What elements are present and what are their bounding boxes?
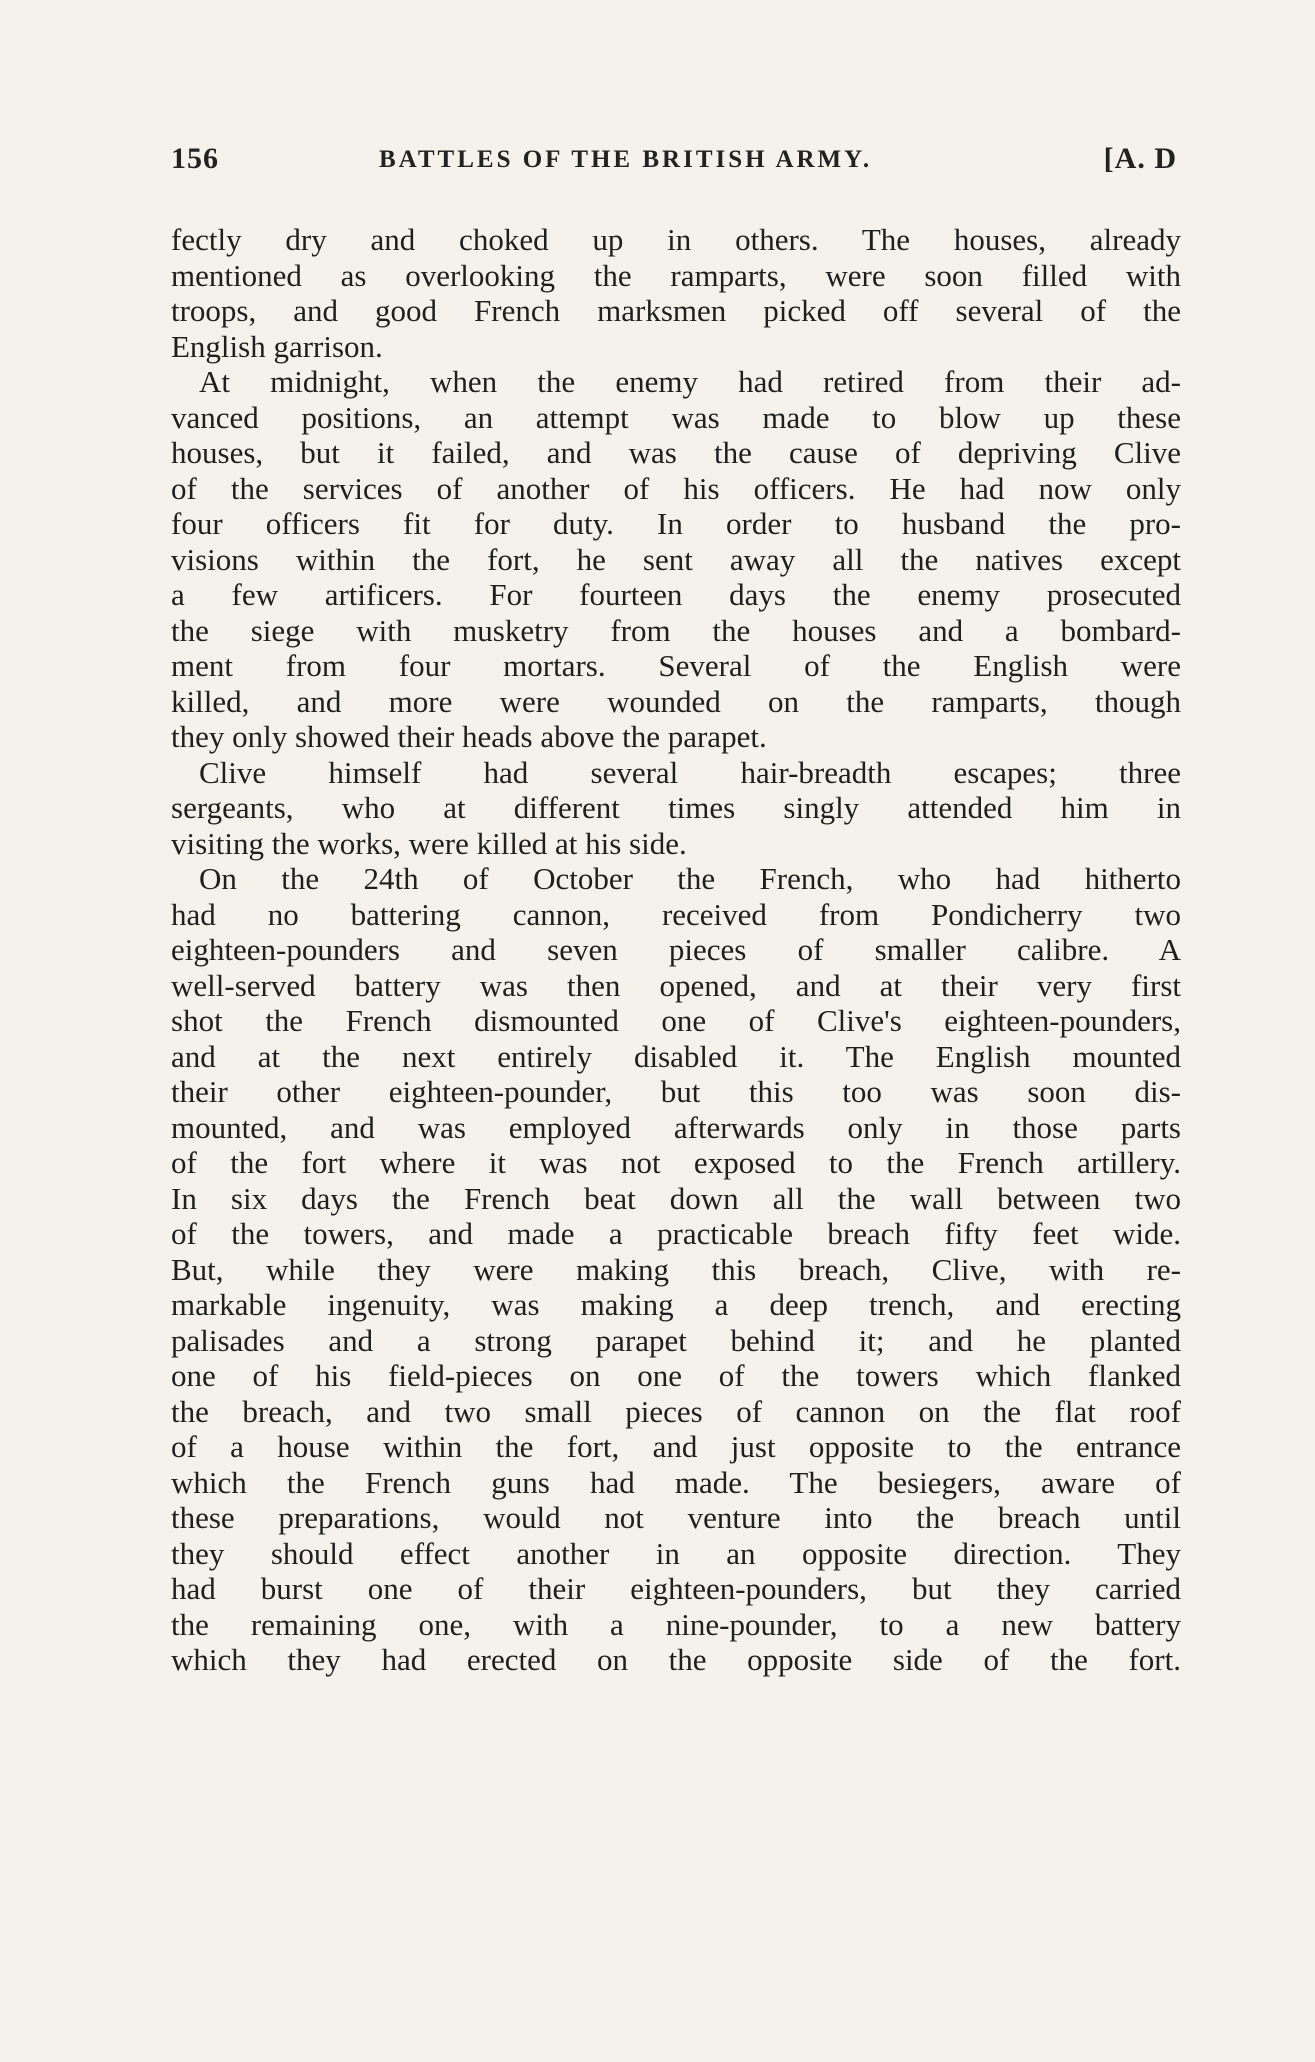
text-line: a few artificers. For fourteen days the enemy prosecuted bbox=[171, 577, 1181, 612]
page-number: 156 bbox=[171, 142, 219, 175]
text-line: shot the French dismounted one of Clive's eighteen-pounders, bbox=[171, 1003, 1181, 1038]
text-line: of the towers, and made a practicable breach fifty feet wide. bbox=[171, 1216, 1181, 1251]
page-header bbox=[171, 142, 1181, 182]
text-line: they should effect another in an opposite direction. They bbox=[171, 1535, 1181, 1571]
text-line: mentioned as overlooking the ramparts, were soon filled with bbox=[171, 257, 1181, 293]
text-line: killed, and more were wounded on the ramparts, though bbox=[171, 683, 1181, 719]
text-line: At midnight, when the enemy had retired from their ad- bbox=[199, 364, 1181, 399]
text-line: had burst one of their eighteen-pounders, but they carried bbox=[171, 1571, 1181, 1606]
text-line: ment from four mortars. Several of the English were bbox=[171, 648, 1181, 683]
text-line: which they had erected on the opposite side of the fort. bbox=[171, 1642, 1181, 1677]
text-line: they only showed their heads above the parapet. bbox=[171, 719, 767, 754]
text-line: which the French guns had made. The besiegers, aware of bbox=[171, 1464, 1181, 1500]
text-line: and at the next entirely disabled it. The English mounted bbox=[171, 1038, 1181, 1074]
body-text bbox=[171, 222, 1181, 1678]
text-line: mounted, and was employed afterwards only in those parts bbox=[171, 1109, 1181, 1145]
text-line: vanced positions, an attempt was made to blow up these bbox=[171, 399, 1181, 435]
text-line: fectly dry and choked up in others. The houses, already bbox=[171, 222, 1181, 257]
text-line: their other eighteen-pounder, but this too was soon dis- bbox=[171, 1074, 1181, 1109]
text-line: In six days the French beat down all the wall between two bbox=[171, 1180, 1181, 1216]
text-line: well-served battery was then opened, and at their very first bbox=[171, 967, 1181, 1003]
section-mark: [A. D bbox=[1103, 142, 1177, 175]
text-line: the breach, and two small pieces of cannon on the flat roof bbox=[171, 1393, 1181, 1429]
text-line: had no battering cannon, received from Pondicherry two bbox=[171, 896, 1181, 932]
text-line: visions within the fort, he sent away all the natives except bbox=[171, 541, 1181, 577]
text-line: one of his field-pieces on one of the towers which flanked bbox=[171, 1358, 1181, 1393]
text-line: of a house within the fort, and just opposite to the entrance bbox=[171, 1429, 1181, 1464]
text-line: the siege with musketry from the houses and a bombard- bbox=[171, 612, 1181, 648]
text-line: of the services of another of his officers. He had now only bbox=[171, 470, 1181, 506]
text-line: troops, and good French marksmen picked off several of the bbox=[171, 293, 1181, 328]
text-line: the remaining one, with a nine-pounder, to a new battery bbox=[171, 1606, 1181, 1642]
running-title: BATTLES OF THE BRITISH ARMY. bbox=[379, 146, 873, 173]
text-line: visiting the works, were killed at his side. bbox=[171, 825, 687, 861]
text-line: these preparations, would not venture into the breach until bbox=[171, 1500, 1181, 1535]
text-line: English garrison. bbox=[171, 328, 383, 364]
text-line: But, while they were making this breach, Clive, with re- bbox=[171, 1251, 1181, 1287]
text-line: On the 24th of October the French, who had hitherto bbox=[199, 861, 1181, 896]
text-line: sergeants, who at different times singly attended him in bbox=[171, 790, 1181, 825]
text-line: four officers fit for duty. In order to husband the pro- bbox=[171, 506, 1181, 541]
text-line: houses, but it failed, and was the cause of depriving Clive bbox=[171, 435, 1181, 470]
text-line: eighteen-pounders and seven pieces of smaller calibre. A bbox=[171, 932, 1181, 967]
text-line: Clive himself had several hair-breadth escapes; three bbox=[199, 754, 1181, 790]
text-line: markable ingenuity, was making a deep trench, and erecting bbox=[171, 1287, 1181, 1322]
text-line: palisades and a strong parapet behind it; and he planted bbox=[171, 1322, 1181, 1358]
text-line: of the fort where it was not exposed to the French artillery. bbox=[171, 1145, 1181, 1180]
